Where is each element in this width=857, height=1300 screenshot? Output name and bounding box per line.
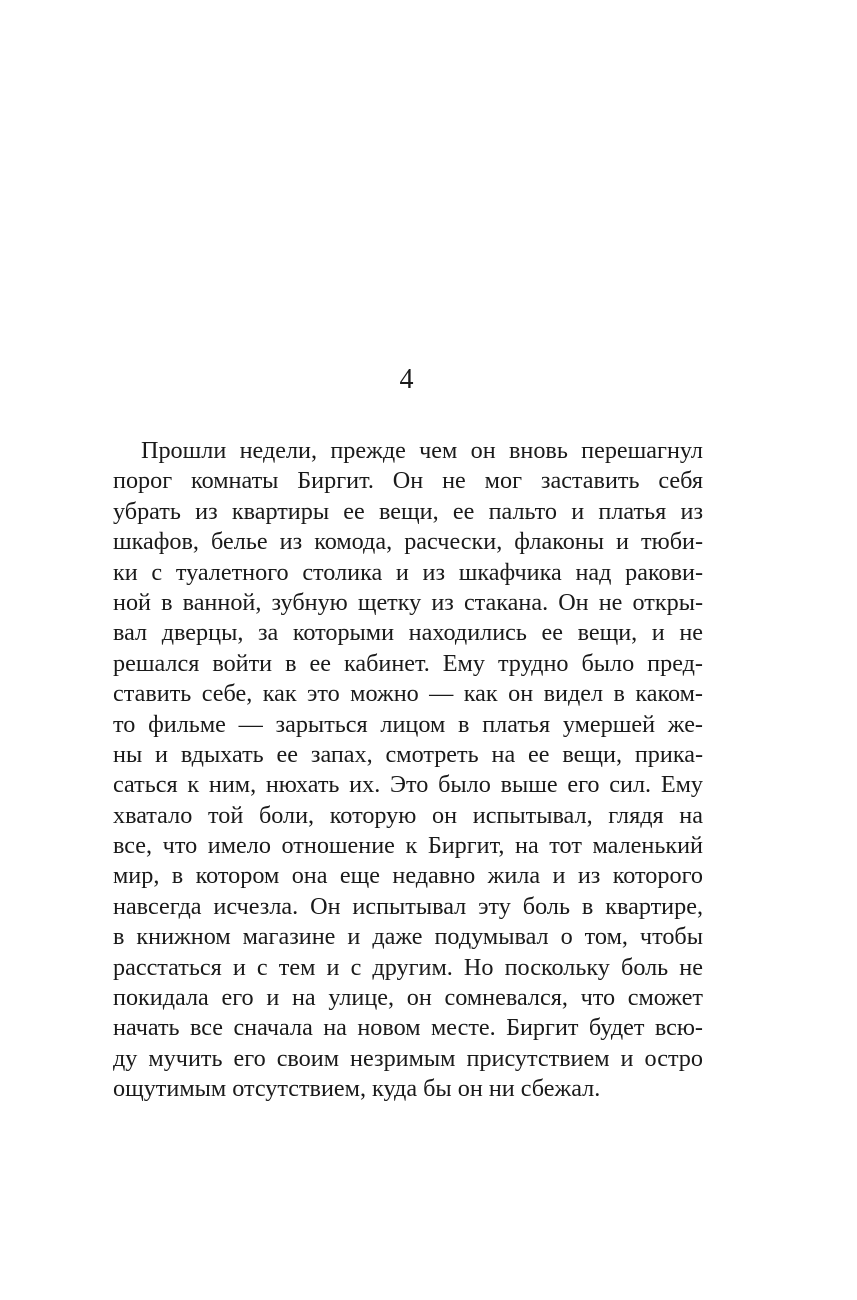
chapter-number: 4 (399, 364, 414, 395)
text-line: покидала его и на улице, он сомневался, что сможет (113, 984, 703, 1012)
text-line: саться к ним, нюхать их. Это было выше его сил. Ему (113, 771, 703, 799)
text-line: ной в ванной, зубную щетку из стакана. Он не откры- (113, 588, 703, 616)
text-line: ощутимым отсутствием, куда бы он ни сбежал. (113, 1075, 601, 1103)
text-line: ду мучить его своим незримым присутствием и остро (113, 1044, 703, 1072)
text-line: мир, в котором она еще недавно жила и из которого (113, 862, 703, 890)
text-line: все, что имело отношение к Биргит, на тот маленький (113, 832, 703, 860)
text-line: в книжном магазине и даже подумывал о том, чтобы (113, 923, 703, 951)
body-paragraph (113, 436, 703, 1105)
text-line: ставить себе, как это можно — как он видел в каком- (113, 680, 703, 708)
text-line: Прошли недели, прежде чем он вновь перешагнул (141, 437, 703, 464)
text-line: хватало той боли, которую он испытывал, глядя на (113, 801, 703, 829)
text-line: ны и вдыхать ее запах, смотреть на ее вещи, прика- (113, 740, 703, 768)
text-line: начать все сначала на новом месте. Биргит будет всю- (113, 1014, 703, 1042)
text-line: порог комнаты Биргит. Он не мог заставить себя (113, 467, 703, 495)
text-line: ки с туалетного столика и из шкафчика над ракови- (113, 558, 703, 586)
text-line: решался войти в ее кабинет. Ему трудно было пред- (113, 649, 703, 677)
text-line: шкафов, белье из комода, расчески, флаконы и тюби- (113, 528, 703, 556)
text-line: то фильме — зарыться лицом в платья умершей же- (113, 710, 703, 738)
text-line: убрать из квартиры ее вещи, ее пальто и платья из (113, 497, 703, 525)
text-line: вал дверцы, за которыми находились ее вещи, и не (113, 619, 703, 647)
text-line: навсегда исчезла. Он испытывал эту боль в квартире, (113, 892, 703, 920)
text-line: расстаться и с тем и с другим. Но поскольку боль не (113, 953, 703, 981)
